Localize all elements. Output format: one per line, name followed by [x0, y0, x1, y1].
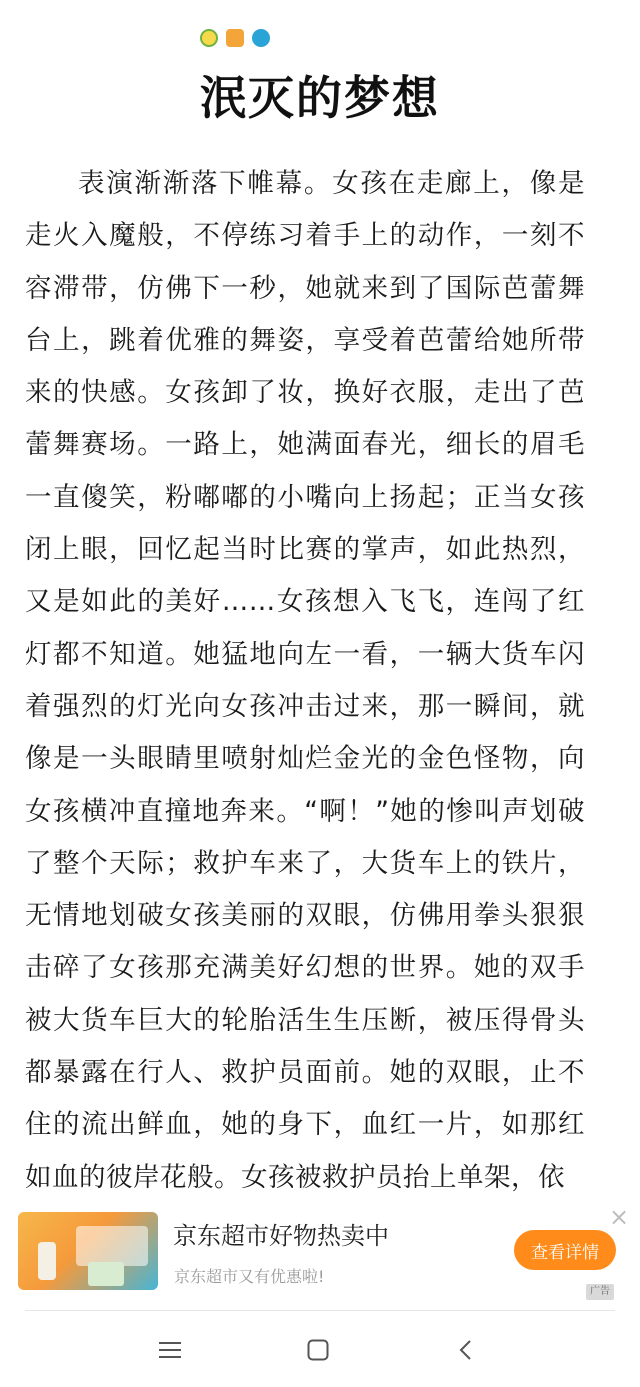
- article-paragraph: 表演渐渐落下帷幕。女孩在走廊上，像是走火入魔般，不停练习着手上的动作，一刻不容滞带，仿佛下一秒，她就来到了国际芭蕾舞台上，跳着优雅的舞姿，享受着芭蕾给她所带来的快感。女孩卸了妆，换好衣服，走出了芭蕾舞赛场。一路上，她满面春光，细长的眉毛一直傻笑，粉嘟嘟的小嘴向上扬起；正当女孩闭上眼，回忆起当时比赛的掌声，如此热烈，又是如此的美好……女孩想入飞飞，连闯了红灯都不知道。她猛地向左一看，一辆大货车闪着强烈的灯光向女孩冲击过来，那一瞬间，就像是一头眼睛里喷射灿烂金光的金色怪物，向女孩横冲直撞地奔来。“啊！”她的惨叫声划破了整个天际；救护车来了，大货车上的铁片，无情地划破女孩美丽的双眼，仿佛用拳头狠狠击碎了女孩那充满美好幻想的世界。她的双手被大货车巨大的轮胎活生生压断，被压得骨头都暴露在行人、救护员面前。她的双眼，止不住的流出鲜血，她的身下，血红一片，如那红如血的彼岸花般。女孩被救护员抬上单架，依: [25, 168, 585, 1193]
- ad-banner[interactable]: [0, 1203, 640, 1302]
- ad-title[interactable]: 京东超市好物热卖中: [173, 1222, 389, 1250]
- ad-subtitle: 京东超市又有优惠啦!: [174, 1267, 325, 1286]
- home-icon[interactable]: [298, 1330, 338, 1370]
- close-icon[interactable]: ×: [608, 1203, 630, 1231]
- ad-thumb-bottle: [38, 1242, 56, 1280]
- back-icon[interactable]: [446, 1330, 486, 1370]
- article-body: [25, 158, 585, 1204]
- badge-icon-2: [226, 29, 244, 47]
- article-title: 泯灭的梦想: [200, 71, 440, 125]
- ad-thumb-card: [76, 1226, 148, 1266]
- badge-row: [200, 26, 270, 50]
- badge-icon-1: [200, 29, 218, 47]
- ad-label: 广告: [586, 1284, 614, 1300]
- menu-icon[interactable]: [150, 1330, 190, 1370]
- ad-thumbnail[interactable]: [18, 1212, 158, 1290]
- system-nav-bar: [0, 1312, 640, 1387]
- divider: [25, 1310, 615, 1311]
- view-details-button[interactable]: 查看详情: [514, 1230, 616, 1270]
- ad-thumb-box: [88, 1262, 124, 1286]
- badge-icon-3: [252, 29, 270, 47]
